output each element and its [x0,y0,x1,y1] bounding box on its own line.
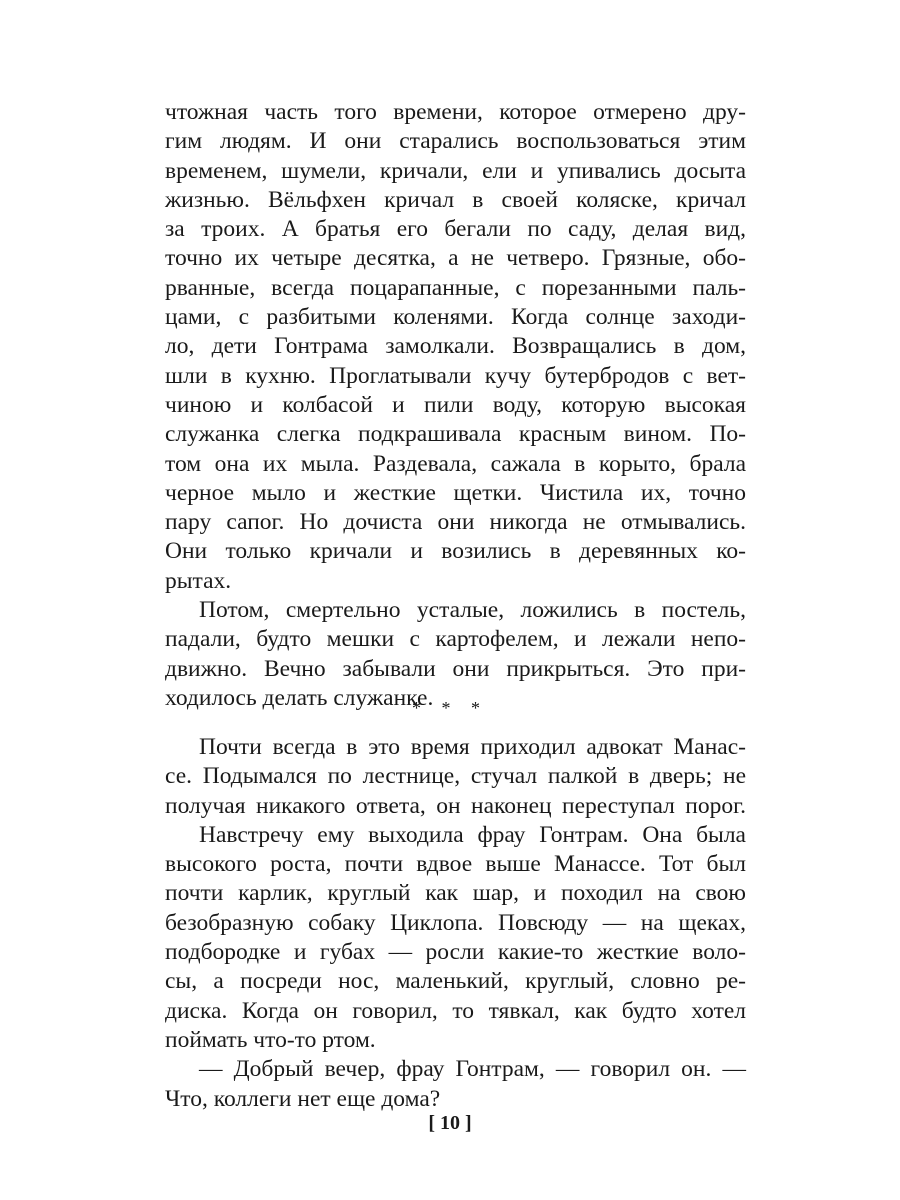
paragraph-start-line: Потом, смертельно усталые, ложились в постель, [199,597,746,624]
text-line: подбородке и губах — росли какие-то жесткие воло- [165,939,746,966]
text-line: за троих. А братья его бегали по саду, делая вид, [165,216,746,243]
text-line: се. Подымался по лестнице, стучал палкой в дверь; не [165,763,746,790]
text-line: цами, с разбитыми коленями. Когда солнце заходи- [165,304,746,331]
text-line: падали, будто мешки с картофелем, и лежали непо- [165,626,746,653]
text-line: поймать что-то ртом. [165,1026,376,1053]
section-separator: * * * [412,698,488,718]
text-line: гим людям. И они старались воспользоваться этим [165,128,746,155]
text-section-2 [165,733,746,1114]
text-line: черное мыло и жесткие щетки. Чистила их, точно [165,479,746,506]
text-line: чиною и колбасой и пили воду, которую высокая [165,391,746,418]
text-line: движно. Вечно забывали они прикрыться. Это при- [165,655,746,682]
text-line: временем, шумели, кричали, ели и упивались досыта [165,157,746,184]
text-line: шли в кухню. Проглатывали кучу бутербродов с вет- [165,362,746,389]
text-line: ходилось делать служанке. [165,684,434,711]
text-line: рванные, всегда поцарапанные, с порезанными паль- [165,274,746,301]
text-line: почти карлик, круглый как шар, и походил на свою [165,880,746,907]
text-line: безобразную собаку Циклопа. Повсюду — на щеках, [165,909,746,936]
text-line: диска. Когда он говорил, то тявкал, как будто хотел [165,997,746,1024]
paragraph-start-line: — Добрый вечер, фрау Гонтрам, — говорил он. — [199,1056,746,1083]
text-section-1 [165,98,746,713]
page-number: [ 10 ] [428,1112,472,1134]
text-line: получая никакого ответа, он наконец переступал порог. [165,792,746,819]
text-line: жизнью. Вёльфхен кричал в своей коляске, кричал [165,186,746,213]
text-line: служанка слегка подкрашивала красным вином. По- [165,421,746,448]
text-line: высокого роста, почти вдвое выше Манассе. Тот был [165,851,746,878]
text-line: пару сапог. Но дочиста они никогда не отмывались. [165,509,746,536]
text-line: ло, дети Гонтрама замолкали. Возвращались в дом, [165,333,746,360]
paragraph-start-line: Почти всегда в это время приходил адвокат Манас- [199,734,746,760]
text-line: точно их четыре десятка, а не четверо. Грязные, обо- [165,245,746,272]
text-line: чтожная часть того времени, которое отмерено дру- [165,99,746,125]
text-line: Что, коллеги нет еще дома? [165,1085,441,1112]
paragraph-start-line: Навстречу ему выходила фрау Гонтрам. Она была [199,821,746,848]
text-line: том она их мыла. Раздевала, сажала в корыто, брала [165,450,746,477]
text-line: Они только кричали и возились в деревянных ко- [165,538,746,565]
text-line: сы, а посреди нос, маленький, круглый, словно ре- [165,968,746,995]
text-line: рытах. [165,567,232,594]
